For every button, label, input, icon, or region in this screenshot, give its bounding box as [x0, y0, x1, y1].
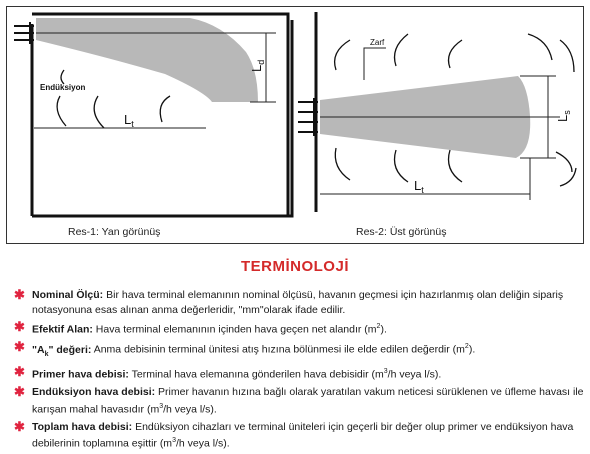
term-name: Efektif Alan: [32, 323, 93, 336]
term-text: Endüksiyon cihazları ve terminal üniteleri için geçerli bir değer olup primer ve endüksiyon hava debilerinin toplamına eşittir (m [32, 420, 574, 450]
res1-diffuser-icon [14, 22, 34, 44]
term-enduksiyon-hava-debisi [14, 385, 584, 417]
term-name: Toplam hava debisi: [32, 420, 133, 433]
terms-list [14, 288, 584, 454]
term-nominal-olcu [14, 288, 584, 317]
res1-caption: Res-1: Yan görünüş [68, 226, 161, 238]
star-bullet-icon: ✱ [14, 418, 25, 434]
term-text-after: /h veya l/s). [175, 437, 230, 450]
term-text-after: ). [468, 343, 476, 356]
term-text: Terminal hava elemanına gönderilen hava debisidir (m [131, 368, 384, 381]
term-text: Bir hava terminal elemanının nominal ölçüsü, havanın geçmesi için hazırlanmış olan deliğin sipariş notasyonuna esas alınan anma değerleridir, "mm"olarak ifade edilir. [32, 289, 564, 316]
term-sup: 2 [464, 343, 469, 350]
star-bullet-icon: ✱ [14, 339, 25, 354]
res2-diffuser-icon [298, 98, 318, 136]
term-sup: 3 [172, 437, 176, 445]
res2-caption: Res-2: Üst görünüş [356, 226, 447, 238]
res1-lt-label: $L_t$ [124, 112, 134, 129]
star-bullet-icon: ✱ [14, 384, 25, 400]
section-title: TERMİNOLOJİ [240, 258, 349, 275]
term-text: Anma debisinin terminal ünitesi atış hızına bölünmesi ile elde edilen değerdir (m [93, 343, 465, 356]
term-text-after: ). [380, 323, 387, 336]
term-toplam-hava-debisi [14, 420, 584, 452]
res1-ld-label: $L_d$ [249, 59, 266, 72]
term-sup: 3 [159, 402, 164, 410]
res2-top-view [298, 12, 576, 212]
res2-envelope [364, 48, 386, 80]
term-text: Hava terminal elemanının içinden hava geçen net alandır (m [95, 323, 377, 336]
term-name: "$A_k$" değeri: [32, 343, 92, 358]
res2-ls-label: $L_s$ [555, 110, 572, 122]
term-primer-hava-debisi [14, 365, 584, 382]
res2-zarf-label: Zarf [370, 38, 385, 47]
star-bullet-icon: ✱ [14, 319, 25, 334]
term-sup: 3 [383, 368, 388, 376]
star-bullet-icon: ✱ [14, 287, 25, 302]
res1-endusksiyon-label: Endüksiyon [40, 83, 86, 92]
term-text: Primer havanın hızına bağlı olarak yaratılan vakum neticesi sürüklenen ve üfleme havası ile karışan mahal havasıdır (m [32, 386, 584, 416]
res2-lt-label: $L_t$ [414, 178, 424, 195]
res1-induction-curves [57, 70, 170, 128]
term-sup: 2 [376, 323, 381, 330]
term-name: Primer hava debisi: [32, 368, 129, 381]
term-name: Endüksiyon hava debisi: [32, 386, 156, 399]
star-bullet-icon: ✱ [14, 364, 25, 380]
term-name: Nominal Ölçü: [32, 289, 104, 301]
term-ak-degeri [14, 340, 584, 362]
term-efektif-alan [14, 320, 584, 337]
term-text-after: /h veya l/s). [163, 403, 217, 416]
term-text-after: /h veya l/s). [387, 368, 442, 381]
res1-side-view [14, 14, 292, 216]
